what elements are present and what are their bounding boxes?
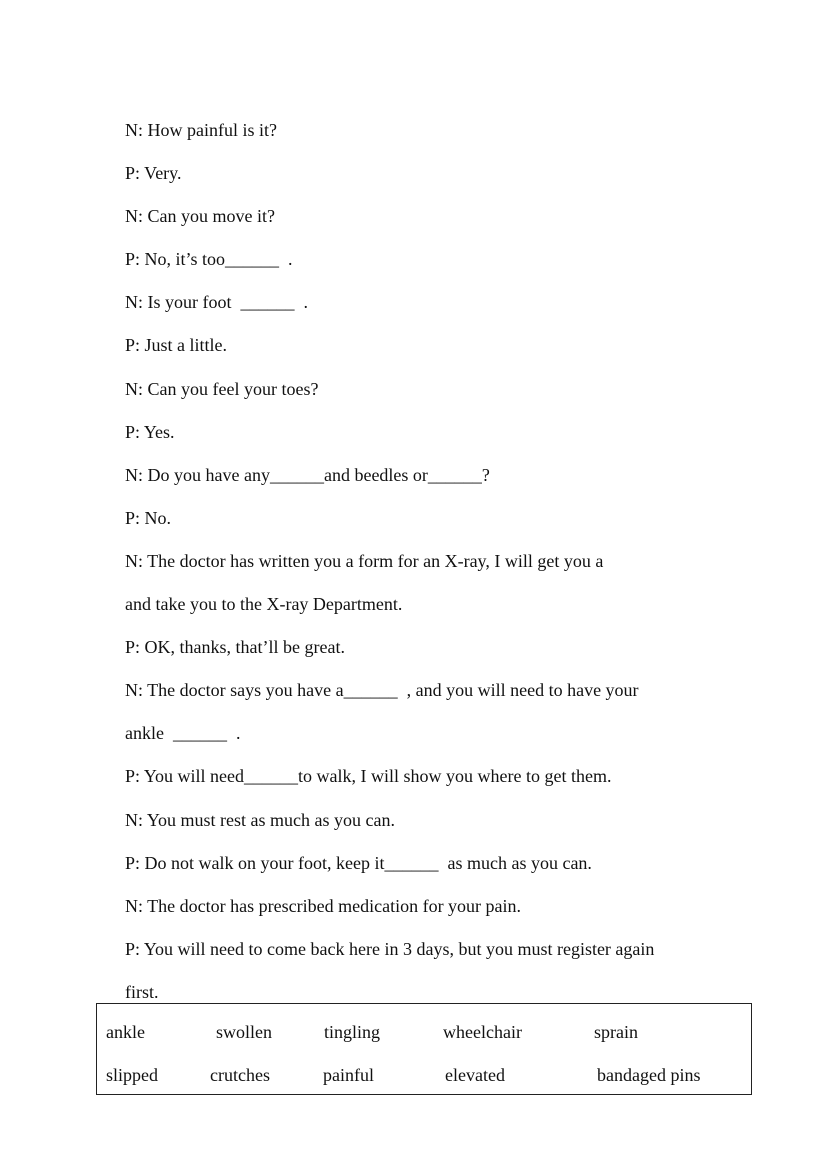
dialogue-line: P: Very. [125, 163, 182, 184]
word-bank-item: ankle [106, 1022, 145, 1042]
dialogue-line: N: Can you feel your toes? [125, 378, 319, 399]
dialogue-line: P: You will need to come back here in 3 days, but you must register again [125, 938, 655, 959]
dialogue-line: N: The doctor has prescribed medication for your pain. [125, 895, 522, 916]
dialogue-line: P: No. [125, 507, 172, 528]
dialogue-line: N: You must rest as much as you can. [125, 809, 395, 830]
dialogue-line: P: OK, thanks, that’ll be great. [125, 637, 345, 658]
dialogue-line: P: Yes. [125, 421, 175, 442]
word-bank-item: tingling [324, 1022, 381, 1042]
dialogue [125, 109, 765, 1014]
dialogue-line: P: You will need______to walk, I will show you where to get them. [125, 766, 612, 787]
dialogue-line: P: Do not walk on your foot, keep it______ as much as you can. [125, 852, 592, 873]
dialogue-line: N: The doctor says you have a______ , and you will need to have your [125, 680, 639, 701]
dialogue-line: ankle ______ . [125, 723, 241, 744]
word-bank-item: slipped [106, 1065, 158, 1085]
dialogue-line: first. [125, 981, 159, 1002]
word-bank-item: elevated [445, 1065, 505, 1085]
dialogue-line: P: Just a little. [125, 335, 228, 356]
dialogue-line: N: The doctor has written you a form for an X-ray, I will get you a [125, 550, 604, 571]
word-bank-item: bandaged pins [597, 1065, 701, 1085]
word-bank [96, 1003, 752, 1095]
word-bank-item: sprain [594, 1022, 638, 1042]
dialogue-line: N: Can you move it? [125, 206, 275, 227]
word-bank-item: swollen [216, 1022, 272, 1042]
word-bank-item: crutches [210, 1065, 270, 1085]
word-bank-item: painful [323, 1065, 374, 1085]
dialogue-line: N: Is your foot ______ . [125, 292, 308, 313]
dialogue-line: N: How painful is it? [125, 120, 277, 140]
dialogue-line: and take you to the X-ray Department. [125, 594, 403, 615]
dialogue-line: P: No, it’s too______ . [125, 249, 293, 270]
dialogue-line: N: Do you have any______and beedles or______? [125, 464, 490, 485]
word-bank-item: wheelchair [443, 1022, 522, 1042]
